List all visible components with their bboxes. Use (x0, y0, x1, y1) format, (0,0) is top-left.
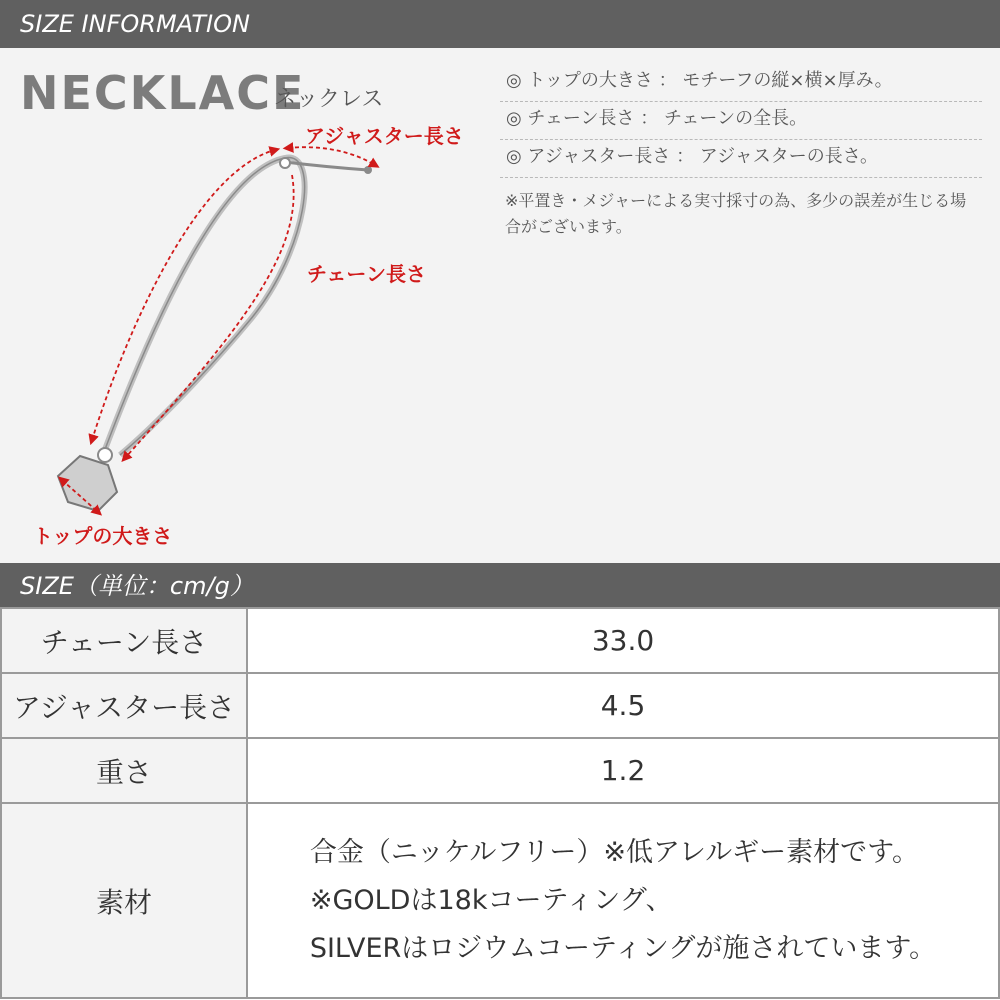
row-label-material: 素材 (1, 803, 247, 998)
product-subtitle: ネックレス (274, 87, 384, 112)
product-title: NECKLACE (20, 66, 306, 120)
adjuster-chain (285, 162, 368, 170)
row-value-adjuster-length: 4.5 (247, 673, 999, 738)
chain-arrow-right (125, 175, 294, 458)
clasp-ring (280, 158, 290, 168)
pendant-bail (98, 448, 112, 462)
chain-outer (104, 158, 305, 455)
row-label-chain-length: チェーン長さ (1, 608, 247, 673)
row-label-adjuster-length: アジャスター長さ (1, 673, 247, 738)
row-label-weight: 重さ (1, 738, 247, 803)
material-line-1: 合金（ニッケルフリー）※低アレルギー素材です。 (309, 836, 920, 868)
info-line-adjuster-length: ◎ アジャスター長さ ： アジャスターの長さ。 (500, 140, 982, 178)
pendant-hexagon (58, 456, 117, 511)
adjuster-end (364, 166, 372, 174)
table-row (1, 738, 999, 803)
table-row (1, 673, 999, 738)
row-value-material (247, 803, 999, 998)
label-adjuster-length: アジャスター長さ (305, 124, 464, 148)
size-section-header: SIZE（単位：cm/g） (0, 563, 1000, 607)
label-top-size: トップの大きさ (33, 524, 173, 548)
size-information-header: SIZE INFORMATION (0, 0, 1000, 48)
info-line-top-size: ◎ トップの大きさ ： モチーフの縦×横×厚み。 (500, 64, 982, 102)
material-line-2: ※GOLDは18kコーティング、 (309, 884, 673, 916)
size-table (0, 607, 1000, 999)
row-value-weight: 1.2 (247, 738, 999, 803)
chain-inner (104, 158, 305, 455)
info-line-chain-length: ◎ チェーン長さ ： チェーンの全長。 (500, 102, 982, 140)
table-row (1, 803, 999, 998)
material-line-3: SILVERはロジウムコーティングが施されています。 (309, 932, 937, 964)
measurement-note: ※平置き・メジャーによる実寸採寸の為、多少の誤差が生じる場合がございます。 (505, 191, 967, 236)
table-row (1, 608, 999, 673)
row-value-chain-length: 33.0 (247, 608, 999, 673)
label-chain-length: チェーン長さ (307, 262, 426, 286)
